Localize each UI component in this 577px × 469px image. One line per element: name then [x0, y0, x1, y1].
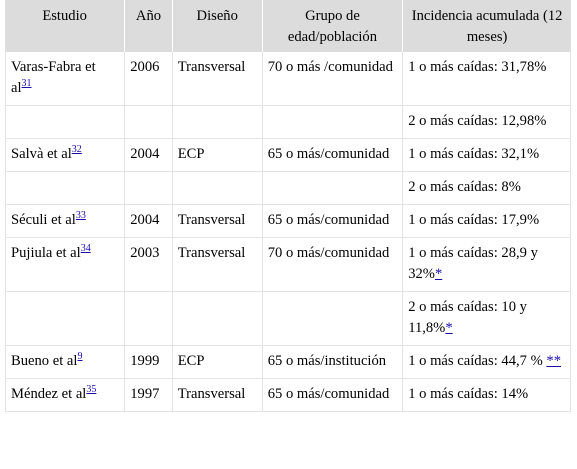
cell-incidence — [402, 379, 571, 412]
cell-study — [5, 238, 124, 292]
study-name: Pujiula et al — [11, 245, 81, 261]
cell-design: Transversal — [172, 379, 262, 412]
cell-incidence — [402, 346, 571, 379]
reference-link[interactable]: 32 — [71, 144, 82, 156]
footnote-link[interactable]: * — [434, 266, 443, 282]
cell-group: 70 o más /comunidad — [262, 52, 402, 106]
cell-year: 2004 — [124, 139, 172, 172]
footnote-link[interactable]: ** — [546, 353, 561, 369]
cell-study — [5, 379, 124, 412]
cell-incidence — [402, 292, 571, 346]
table-header-row — [5, 0, 571, 52]
incidence-text: 2 o más caídas: 12,98% — [408, 113, 547, 129]
incidence-text: 1 o más caídas: 31,78% — [408, 59, 547, 75]
cell-study — [5, 52, 124, 106]
cell-year: 2006 — [124, 52, 172, 106]
cell-incidence — [402, 52, 571, 106]
cell-group: 65 o más/comunidad — [262, 205, 402, 238]
cell-year: 2004 — [124, 205, 172, 238]
cell-design — [172, 172, 262, 205]
table-row — [5, 139, 571, 172]
incidence-text: 1 o más caídas: 44,7 % — [408, 353, 547, 369]
cell-year: 1999 — [124, 346, 172, 379]
cell-incidence — [402, 106, 571, 139]
table-row — [5, 238, 571, 292]
header-grupo: Grupo de edad/población — [262, 0, 402, 52]
incidence-text: 2 o más caídas: 8% — [408, 179, 521, 195]
cell-group — [262, 172, 402, 205]
cell-group — [262, 292, 402, 346]
cell-year — [124, 292, 172, 346]
cell-design — [172, 106, 262, 139]
incidence-text: 2 o más caídas: 10 y 11,8% — [408, 299, 527, 336]
table-row — [5, 172, 571, 205]
study-name: Méndez et al — [11, 386, 87, 402]
cell-design: ECP — [172, 139, 262, 172]
incidence-text: 1 o más caídas: 32,1% — [408, 146, 540, 162]
incidence-text: 1 o más caídas: 14% — [408, 386, 529, 402]
cell-design: Transversal — [172, 238, 262, 292]
footnote-link[interactable]: * — [445, 320, 453, 336]
cell-group: 70 o más/comunidad — [262, 238, 402, 292]
header-estudio: Estudio — [5, 0, 124, 52]
cell-group — [262, 106, 402, 139]
cell-group: 65 o más/institución — [262, 346, 402, 379]
table-row — [5, 52, 571, 106]
table-body — [5, 52, 571, 412]
cell-study — [5, 106, 124, 139]
header-diseno: Diseño — [172, 0, 262, 52]
study-name: Séculi et al — [11, 212, 76, 228]
cell-design — [172, 292, 262, 346]
studies-table — [5, 0, 571, 412]
incidence-text: 1 o más caídas: 28,9 y 32% — [408, 245, 538, 282]
cell-study — [5, 292, 124, 346]
table-row — [5, 205, 571, 238]
cell-study — [5, 205, 124, 238]
cell-group: 65 o más/comunidad — [262, 379, 402, 412]
cell-study — [5, 139, 124, 172]
table-row — [5, 292, 571, 346]
cell-design: Transversal — [172, 52, 262, 106]
reference-link[interactable]: 34 — [80, 243, 91, 255]
table-row — [5, 106, 571, 139]
incidence-text: 1 o más caídas: 17,9% — [408, 212, 540, 228]
cell-group: 65 o más/comunidad — [262, 139, 402, 172]
cell-incidence — [402, 172, 571, 205]
reference-link[interactable]: 31 — [21, 78, 32, 90]
reference-link[interactable]: 35 — [86, 384, 97, 396]
cell-year — [124, 106, 172, 139]
table-row — [5, 346, 571, 379]
header-ano: Año — [124, 0, 172, 52]
cell-study — [5, 346, 124, 379]
cell-study — [5, 172, 124, 205]
study-name: Bueno et al — [11, 353, 78, 369]
cell-year — [124, 172, 172, 205]
cell-design: Transversal — [172, 205, 262, 238]
cell-incidence — [402, 238, 571, 292]
cell-design: ECP — [172, 346, 262, 379]
cell-year: 1997 — [124, 379, 172, 412]
cell-year: 2003 — [124, 238, 172, 292]
header-incidencia: Incidencia acumulada (12 meses) — [402, 0, 571, 52]
study-name: Varas-Fabra et al — [11, 59, 96, 96]
reference-link[interactable]: 33 — [75, 210, 86, 222]
cell-incidence — [402, 139, 571, 172]
reference-link[interactable]: 9 — [77, 351, 83, 363]
table-row — [5, 379, 571, 412]
study-name: Salvà et al — [11, 146, 72, 162]
cell-incidence — [402, 205, 571, 238]
